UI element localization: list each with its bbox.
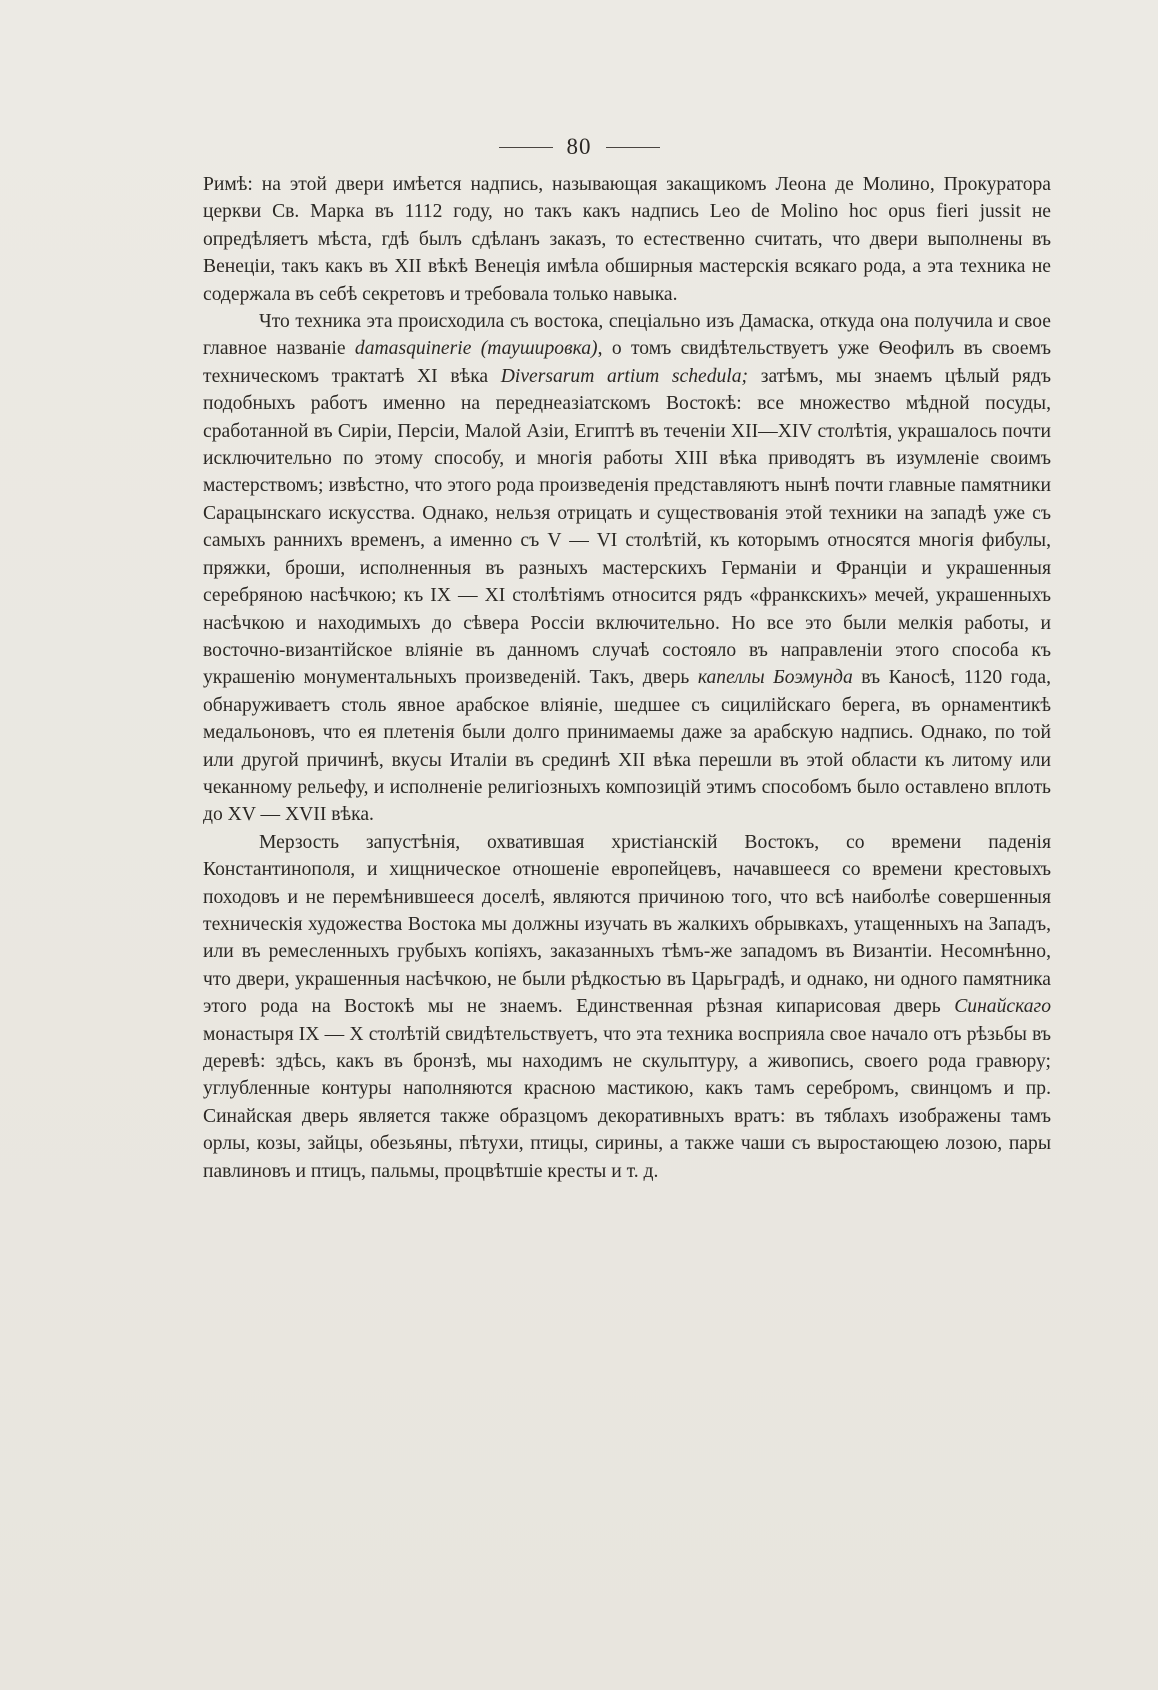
text-run: въ Каносѣ, 1120 года, обнаруживаетъ столь явное арабское вліяніе, шедшее съ сицилійскаго берега, въ орнаментикѣ медальоновъ, что ея плетенія были долго принимаемы даже за арабскую надпись. Однако, по той или другой причинѣ, вкусы Италіи въ срединѣ XII вѣка перешли въ этой области къ литому или чеканному рельефу, и исполненіе религіозныхъ композицій этимъ способомъ было оставлено вплоть до XV — XVII вѣка. — [203, 667, 1051, 826]
text-run: Что техника эта происходила съ востока, спеціально изъ Дамаска, откуда она получила и свое главное названіе — [203, 311, 1051, 360]
body-text — [203, 171, 1051, 1185]
text-run: , о томъ свидѣтельствуетъ уже Ѳеофилъ въ своемъ техническомъ трактатѣ XI вѣка — [203, 338, 1051, 387]
italic-text: damasquinerie (таушировка) — [354, 338, 598, 360]
paragraph — [203, 171, 1051, 308]
header-rule-right — [606, 147, 660, 148]
page-number: 80 — [566, 134, 592, 159]
text-run: Римѣ: на этой двери имѣется надпись, называющая закащикомъ Леона де Молино, Прокуратора церкви Св. Марка въ 1112 году, но такъ какъ надпись Leo de Molino hoc opus fieri jussit не опредѣляетъ мѣста, гдѣ былъ сдѣланъ заказъ, то естественно считать, что двери выполнены въ Венеціи, такъ какъ въ XII вѣкѣ Венеція имѣла обширныя мастерскія всякаго рода, а эта техника не содержала въ себѣ секретовъ и требовала только навыка. — [203, 174, 1051, 305]
paragraph — [203, 829, 1051, 1185]
header-rule-left — [499, 147, 553, 148]
italic-text: Diversarum artium schedula; — [500, 365, 749, 387]
paragraph — [203, 308, 1051, 829]
text-run: затѣмъ, мы знаемъ цѣлый рядъ подобныхъ работъ именно на переднеазіатскомъ Востокѣ: все множество мѣдной посуды, сработанной въ Сиріи, Персіи, Малой Азіи, Египтѣ въ теченіи XII—XIV столѣтія, украшалось почти исключительно по этому способу, и многія работы XIII вѣка приводятъ въ изумленіе своимъ мастерствомъ; извѣстно, что этого рода произведенія представляютъ нынѣ почти главные памятники Сарацынскаго искусства. Однако, нельзя отрицать и существованія этой техники на западѣ уже съ самыхъ раннихъ временъ, а именно съ V — VI столѣтій, къ которымъ относятся многія фибулы, пряжки, броши, исполненныя въ разныхъ мастерскихъ Германіи и Франціи и украшенныя серебряною насѣчкою; къ IX — XI столѣтіямъ относится рядъ «франкскихъ» мечей, украшенныхъ насѣчкою и находимыхъ до сѣвера Россіи включительно. Но все это были мелкія работы, и восточно-византійское вліяніе въ данномъ случаѣ состояло въ направленіи этого способа къ украшенію монументальныхъ произведеній. Такъ, дверь — [203, 365, 1051, 689]
italic-text: капеллы Боэмунда — [697, 667, 853, 689]
text-run: Мерзость запустѣнія, охватившая христіанскій Востокъ, со времени паденія Константинополя, и хищническое отношеніе европейцевъ, начавшееся со времени крестовыхъ походовъ и не перемѣнившееся доселѣ, являются причиною того, что всѣ наиболѣе совершенныя техническія художества Востока мы должны изучать въ жалкихъ обрывкахъ, утащенныхъ на Западъ, или въ ремесленныхъ грубыхъ копіяхъ, заказанныхъ тѣмъ-же западомъ въ Византіи. Несомнѣнно, что двери, украшенныя насѣчкою, не были рѣдкостью въ Царьградѣ, и однако, ни одного памятника этого рода на Востокѣ мы не знаемъ. Единственная рѣзная кипарисовая дверь — [203, 831, 1051, 1018]
italic-text: Синайскаго — [954, 996, 1051, 1018]
text-run: монастыря IX — X столѣтій свидѣтельствуетъ, что эта техника восприяла свое начало отъ рѣзьбы въ деревѣ: здѣсь, какъ въ бронзѣ, мы находимъ не скульптуру, а живопись, своего рода гравюру; углубленные контуры наполняются красною мастикою, какъ тамъ серебромъ, свинцомъ и пр. Синайская дверь является также образцомъ декоративныхъ вратъ: въ тяблахъ изображены тамъ орлы, козы, зайцы, обезьяны, пѣтухи, птицы, сирины, а также чаши съ выростающею лозою, пары павлиновъ и птицъ, пальмы, процвѣтшіе кресты и т. д. — [203, 1023, 1051, 1182]
page-header — [0, 134, 1158, 160]
